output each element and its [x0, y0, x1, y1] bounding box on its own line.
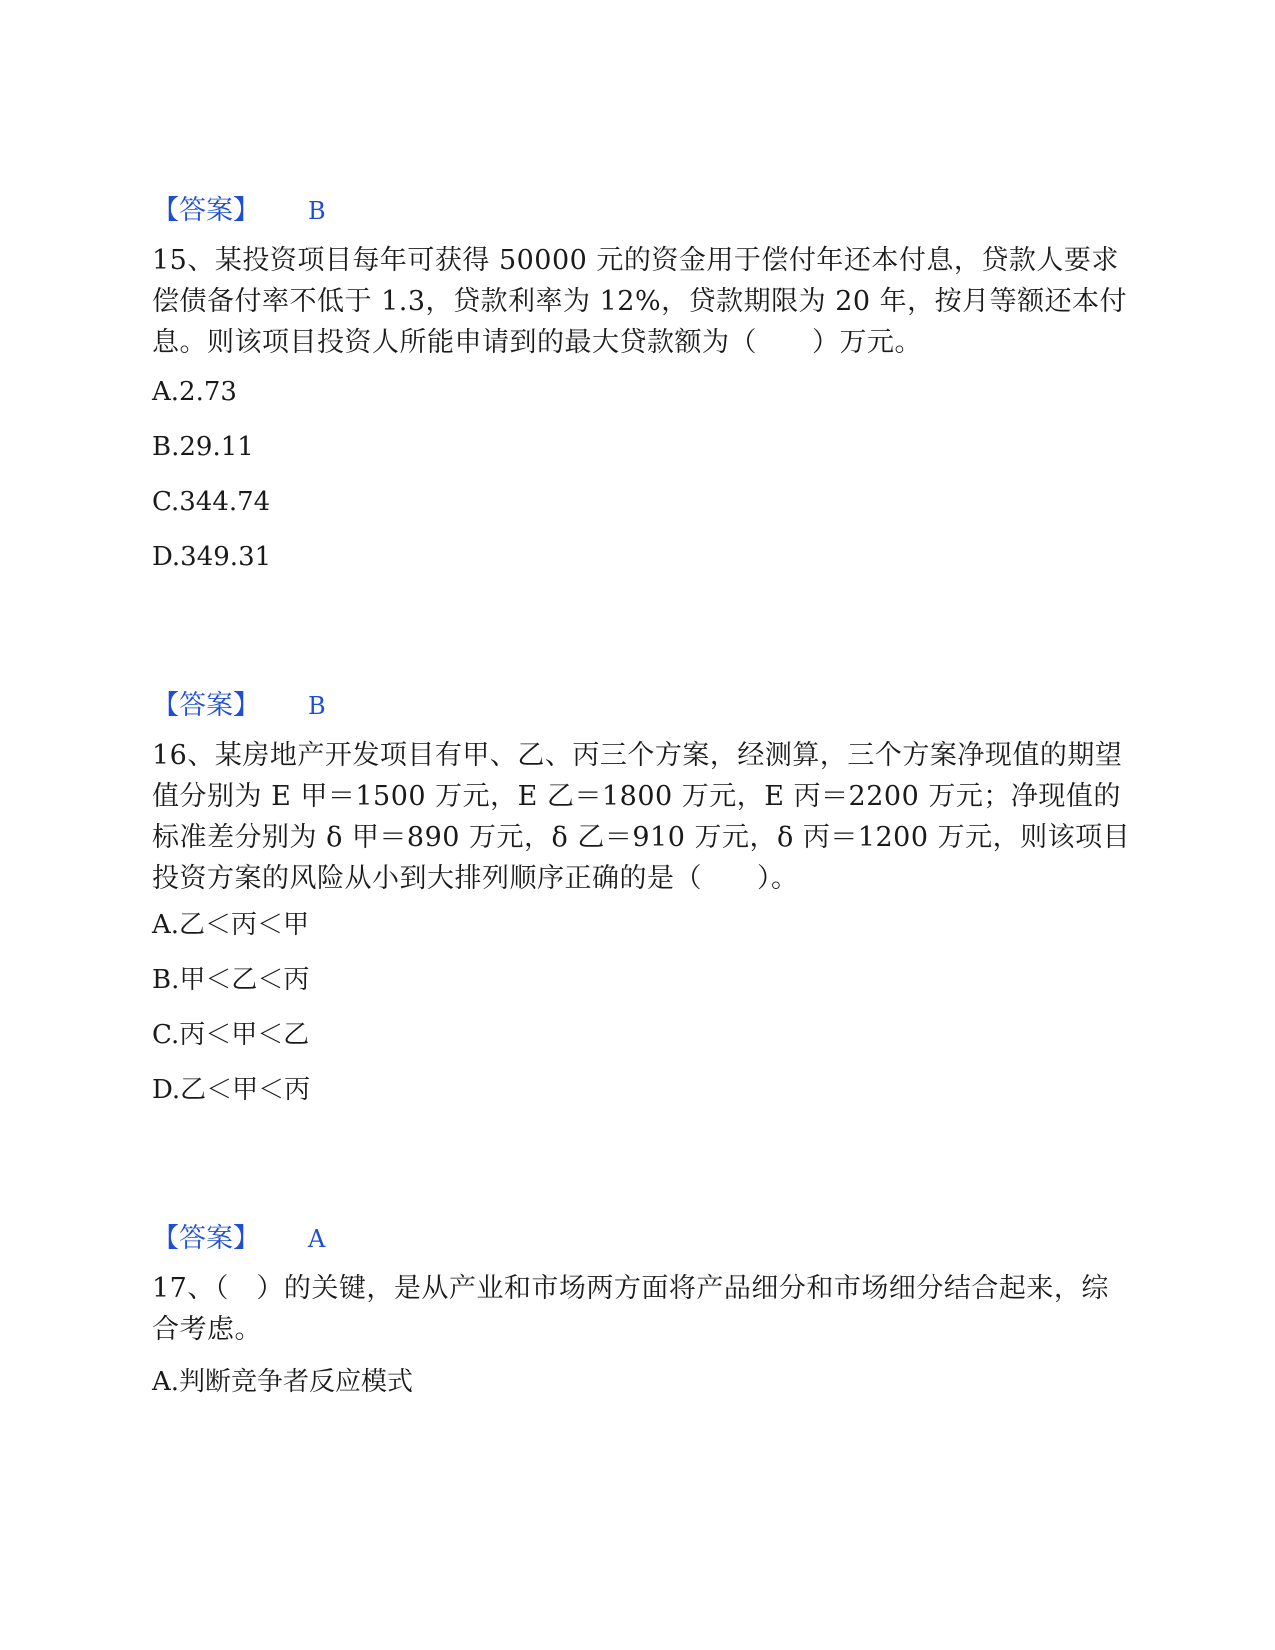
question-17-option-a: A.判断竞争者反应模式 [152, 1367, 414, 1397]
answer-value: A [308, 1225, 326, 1253]
question-15-option-d: D.349.31 [152, 542, 272, 572]
question-15-option-c: C.344.74 [152, 487, 271, 517]
answer-line [152, 188, 326, 227]
question-16-option-d: D.乙＜甲＜丙 [152, 1075, 311, 1105]
question-15-option-b: B.29.11 [152, 432, 254, 462]
answer-value: B [308, 197, 326, 225]
answer-line [152, 683, 326, 722]
answer-label: 【答案】 [152, 195, 260, 226]
question-16-text: 16、某房地产开发项目有甲、乙、丙三个方案，经测算，三个方案净现值的期望值分别为 E 甲＝1500 万元，E 乙＝1800 万元，E 丙＝2200 万元；净现值的标准差分别为 δ 甲＝890 万元，δ 乙＝910 万元，δ 丙＝1200 万元，则该项目投资方案的风险从小到大排列顺序正确的是（ ）。 [152, 740, 1131, 894]
question-15-option-a: A.2.73 [152, 377, 237, 407]
question-16-option-b: B.甲＜乙＜丙 [152, 965, 310, 995]
question-17-text: 17、（ ）的关键，是从产业和市场两方面将产品细分和市场细分结合起来，综合考虑。 [152, 1273, 1109, 1345]
answer-line [152, 1216, 325, 1255]
answer-label: 【答案】 [152, 690, 260, 721]
question-15-text: 15、某投资项目每年可获得 50000 元的资金用于偿付年还本付息，贷款人要求偿债备付率不低于 1.3，贷款利率为 12%，贷款期限为 20 年，按月等额还本付息。则该项目投资人所能申请到的最大贷款额为（ ）万元。 [152, 245, 1128, 358]
answer-label: 【答案】 [152, 1223, 260, 1254]
question-16-option-c: C.丙＜甲＜乙 [152, 1020, 310, 1050]
answer-value: B [308, 692, 326, 720]
question-16-option-a: A.乙＜丙＜甲 [152, 910, 310, 940]
